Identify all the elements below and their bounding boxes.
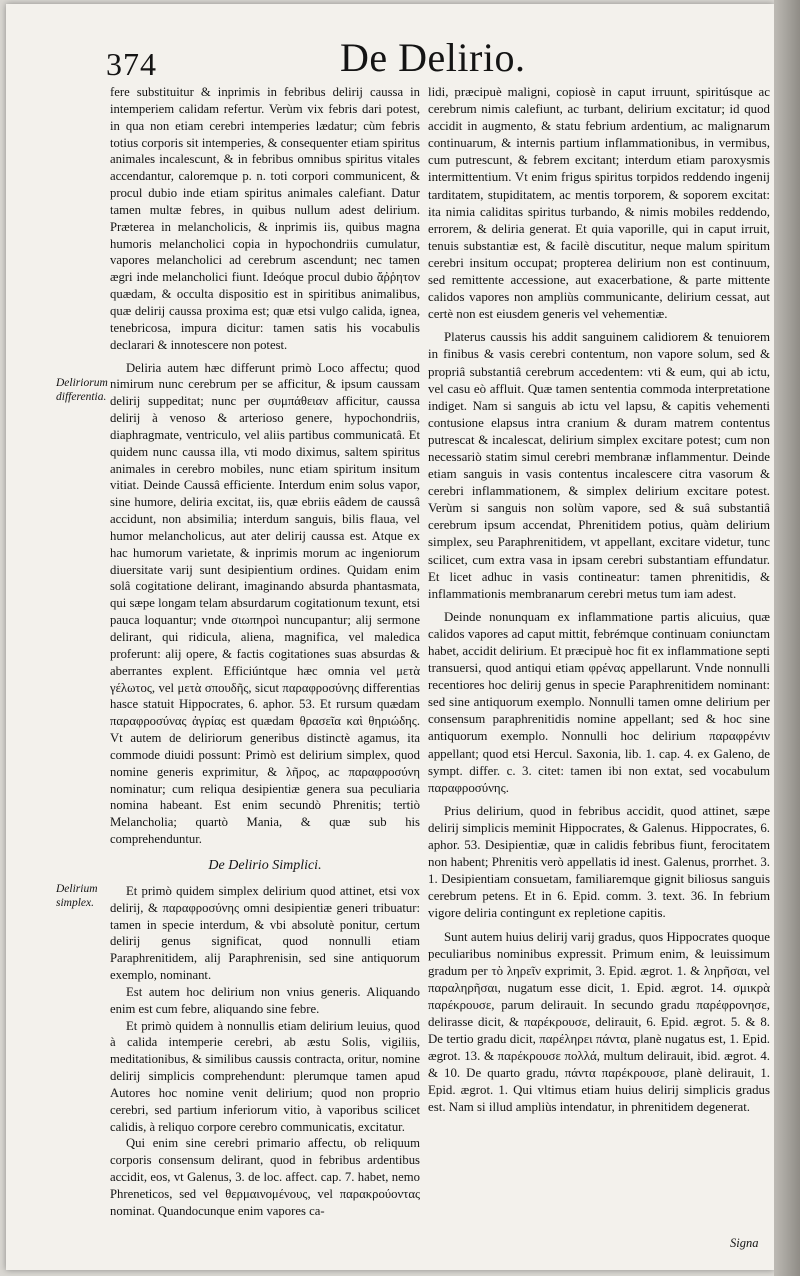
book-page [6, 4, 774, 1270]
left-paragraph-2: Deliria autem hæc differunt primò Loco affectu; quod nimirum nunc cerebrum per se afficitur, & ipsum caussam delirij suppeditat; nunc per συμπάθειαν afficitur, caussa delirij à venoso & arterioso genere, hypochondriis, diaphragmate, ventriculo, vel aliis partibus communicatâ. Et quidem nunc caussa illa, vti modo diximus, saltem spiritus animales in cerebro mobiles, nunc etiam spiritum insitum vitiat. Deinde Caussâ efficiente. Interdum enim solus vapor, sine humore, deliria excitat, iis, quæ ebriis eâdem de caussâ accidunt, non absimilia; interdum sanguis, bilis flaua, vel humor melancholicus, aut ater delirij caussa est. Atque ex hac humorum varietate, & inprimis morum ac ingeniorum diuersitate varij sunt desipientium ordines. Quidam enim solâ cogitatione delirant, imaginando absurda phantasmata, qui sæpe longam telam absurdarum cogitationum texunt, etsi pauca loquantur; vnde σιωπηροὶ nuncupantur; alij sermone delirant, qui ridicula, aliena, magnifica, vel maledica proferunt: alij opere, & factis cogitationes suas absurdas & aberrantes explent. Efficiúntque hæc omnia vel μετὰ γέλωτος, vel μετὰ σπουδῆς, sicut παραφροσύνης differentias hasce statuit Hippocrates, 6. aphor. 53. Et rursum quædam παραφροσύνας ἀγρίας est quædam θρασεῖα καὶ θηριώδης. Vt autem de deliriorum generibus distinctè agamus, ita commode diuidi possunt: Primò est delirium simplex, quod nomine generis exprimitur, & λῆρος, ac παραφροσύνη nominatur; cum reliqua desipientiæ genera sua peculiaria nomina habeant. Est enim secundò Phrenitis; tertiò Melancholia; quartò Mania, & quæ sub his comprehenduntur. [110, 360, 420, 847]
right-paragraph-2: Platerus caussis his addit sanguinem calidiorem & tenuiorem in finibus & vasis cerebri contentum, non vapore solum, sed & propriâ substantiâ cerebrum accedentem: vti & eum, qui ab ictu, vel casu eò affluit. Quæ tamen sententia commoda interpretatione indiget. Nam si sanguis ab ictu vel lapsu, & capitis vehementi contusione elapsus intra cranium & duram matrem contentus putrescat & incalescat, delirium simplex excitare potest; cum non necessariò statim simul cerebri membranæ inflammentur. Deinde etiam sanguis in vasis contentus incalescere citra vasorum & cerebri inflammationem, & simplex delirium excitare potest. Verùm si sanguis non solùm vapore, sed & suâ substantiâ cerebrum ipsum accendat, Phrenitidem potius, quàm delirium simplex, seu Paraphrenitidem, vt appellant, excitare videtur, tunc scilicet, cum extra vasa in ipsam cerebri substantiam effundatur. Et licet adhuc in vasis contineatur: tamen phrenitidis, & inflammationis membranarum cerebri metus tum iam adest. [428, 330, 770, 601]
margin-note-simplex: Delirium simplex. [56, 883, 98, 909]
right-paragraph-4: Prius delirium, quod in febribus accidit, quod attinet, sæpe delirij simplicis meminit Hippocrates, & Galenus. Hippocrates, 6. aphor. 53. Desipientiæ, quæ in calidis febribus fiunt, ferocitatem non habent; Phrenitis verò appellatis id inest. Galenus, prorrhet. 3. 1. Desipientiam consuetam, familiaremque gignit biliosus sanguis cerebrum petens. Et in 6. Epid. comm. 3. text. 36. In febrium vigore deliria contingunt ex repletione capitis. [428, 803, 770, 921]
running-title: De Delirio. [340, 35, 526, 80]
left-paragraph-6: Qui enim sine cerebri primario affectu, ob reliquum corporis consensum delirant, quod in febribus ardentibus accidit, eos, vt Galenus, 3. de loc. affect. cap. 7. habet, nemo Phreneticos, sed vel θερμαινομένους, vel παρακρούοντας nominat. Quandocunque enim vapores ca- [110, 1136, 420, 1218]
left-paragraph-4: Est autem hoc delirium non vnius generis. Aliquando enim est cum febre, aliquando sine febre. [110, 984, 420, 1016]
right-column [428, 84, 770, 1117]
section-title: De Delirio Simplici. [208, 857, 322, 873]
left-column [110, 84, 420, 1220]
left-paragraph-1: fere substituitur & inprimis in febribus delirij caussa in intemperiem calidam refertur. Verùm vix febris dari potest, in qua non etiam cerebri intemperies lædatur; cùm febris totius corporis sit intemperies, & consequenter etiam spiritus animales incalescunt, & in febribus omnibus spiritus vitales accendantur, caloremque p. n. toti corpori communicent, & procul dubio inde etiam spiritus animales calefiant. Datur tamen multæ febres, in quibus nullum adest delirium. Præterea in melancholicis, & inprimis iis, quibus magna humoris melancholici copia in hypochondriis cumulatur, vapores melancholici ad cerebrum ascendunt; nec tamen ægri inde melancholici fiunt. Ideóque procul dubio ἄῤῥητον quædam, & occulta dispositio est in spiritibus animalibus, quæ delirij caussa proxima est; quæ etsi vulgo calida, ignea, tenebricosa, impura dicitur: tamen satis his vocabulis declarari & innotescere non potest. [110, 85, 420, 352]
margin-note-differentiae: Deliriorum differentia. [56, 377, 108, 403]
right-paragraph-1: lidi, præcipuè maligni, copiosè in caput irruunt, spiritúsque ac cerebrum nimis calefiunt, ac turbant, delirium excitatur; id quod accidit in augmento, & statu febrium ardentium, ac malignarum continuarum, & internis partium inflammationibus, in vermibus, cum putrescunt, & febrem excitant; interdum etiam paroxysmis intermittentium. Vt enim frigus spiritus torpidos reddendo ingenij tarditatem, stupiditatem, ac mentis torporem, & soporem excitat: ita nimia caliditas spiritus turbando, & nimis mobiles reddendo, errorem, & deliria generat. Et quia vaporille, qui in caput irruit, tenuis substantiæ est, & facilè discutitur, neque malum spiritum cerebri insitum occupat; propterea delirium non est continuum, sed remittente accessione, aut exacerbatione, & parte mittente calidos vapores non ampliùs communicante, delirium cessat, aut certè non est eiusdem generis vel vehementiæ. [428, 85, 770, 322]
left-paragraph-5: Et primò quidem à nonnullis etiam delirium leuius, quod à calida intemperie cerebri, ab æstu Solis, vigiliis, meditationibus, & similibus caussis contracta, oritur, nomine delirij simplicis comprehendunt: plerumque tamen apud Autores hoc nomine venit delirium; quod non proprio cerebri, sed partium inferiorum vitio, à vaporibus scilicet calidis, à reliquo corpore cerebro communicatis, excitatur. [110, 1018, 420, 1134]
right-paragraph-5: Sunt autem huius delirij varij gradus, quos Hippocrates quoque peculiaribus nominibus expressit. Primum enim, & leuissimum gradum per τὸ ληρεῖν exprimit, 3. Epid. ægrot. 1. & ληρῆσαι, vel παραληρῆσαι, nugatum esse dicit, 1. Epid. ægrot. 14. σμικρὰ παρέκρουσε, parum delirauit. In secundo gradu παρέφρονησε, delirasse dicit, & παρέκρουσε, delirauit, 6. Epid. ægrot. 5. & 8. De tertio gradu dicit, παρέληρει πάντα, planè nugatus est, 1. Epid. ægrot. 13. & παρέκρουσε πολλά, multum delirauit, ibid. ægrot. 4. & 10. De quarto gradu, πάντα παρέκρουσε, planè delirauit, 1. Epid. ægrot. 1. Qui vltimus etiam huius delirij simplicis gradus est. Nam si illud ampliùs intendatur, in phrenitidem degenerat. [428, 929, 770, 1115]
page-number: 374 [106, 46, 157, 82]
right-paragraph-3: Deinde nonunquam ex inflammatione partis alicuius, quæ calidos vapores ad caput mittit, febrémque continuam coniunctam habet, accidit delirium. Et præcipuè hoc fit ex inflammatione septi transuersi, quod antiqui etiam φρένας appellarunt. Vnde nonnulli recentiores hoc delirij genus in specie Paraphrenitidem nominant: sed sine antiquorum exemplo. Nonnulli tamen omne delirium per consensum paraphrenitidis nomine appellant; sed & hoc sine antiquorum exemplo. Nonnulli hoc delirium παραφρένιν appellant; quod etsi Hercul. Saxonia, lib. 1. cap. 4. ex Galeno, de sympt. differ. c. 3. citet: tamen ibi non extat, sed vocabulum παραφροσύνης. [428, 609, 770, 795]
catchword: Signa [730, 1236, 759, 1250]
page-gutter [774, 0, 800, 1276]
left-paragraph-3: Et primò quidem simplex delirium quod attinet, etsi vox delirij, & παραφροσύνης omni desipientiæ generi tribuatur: tamen in specie interdum, & vbi absolutè ponitur, certum delirij genus significat, quod nonnulli etiam Paraphrenitidem, alij Paraphrenisin, sed sine antiquorum exemplo, nominant. [110, 883, 420, 983]
